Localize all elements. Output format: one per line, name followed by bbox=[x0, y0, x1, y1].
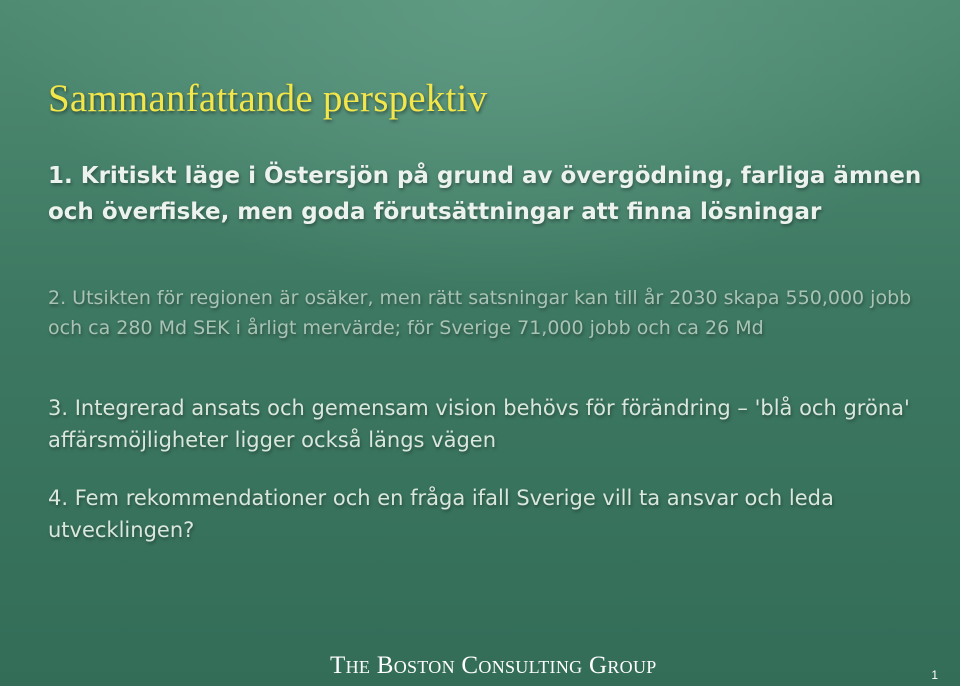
point-4: 4. Fem rekommendationer och en fråga ifall Sverige vill ta ansvar och leda utvecklingen? bbox=[48, 486, 834, 542]
point-2: 2. Utsikten för regionen är osäker, men rätt satsningar kan till år 2030 skapa 550,000 jobb och ca 280 Md SEK i årligt mervärde; för Sverige 71,000 jobb och ca 26 Md bbox=[48, 287, 912, 339]
point-3: 3. Integrerad ansats och gemensam vision behövs för förändring – 'blå och gröna' affärsmöjligheter ligger också längs vägen bbox=[48, 396, 910, 452]
point-1: 1. Kritiskt läge i Östersjön på grund av övergödning, farliga ämnen och överfiske, men goda förutsättningar att finna lösningar bbox=[48, 163, 922, 225]
page-number: 1 bbox=[931, 668, 938, 682]
slide-title: Sammanfattande perspektiv bbox=[48, 77, 488, 120]
bcg-logo: The Boston Consulting Group bbox=[330, 652, 657, 679]
